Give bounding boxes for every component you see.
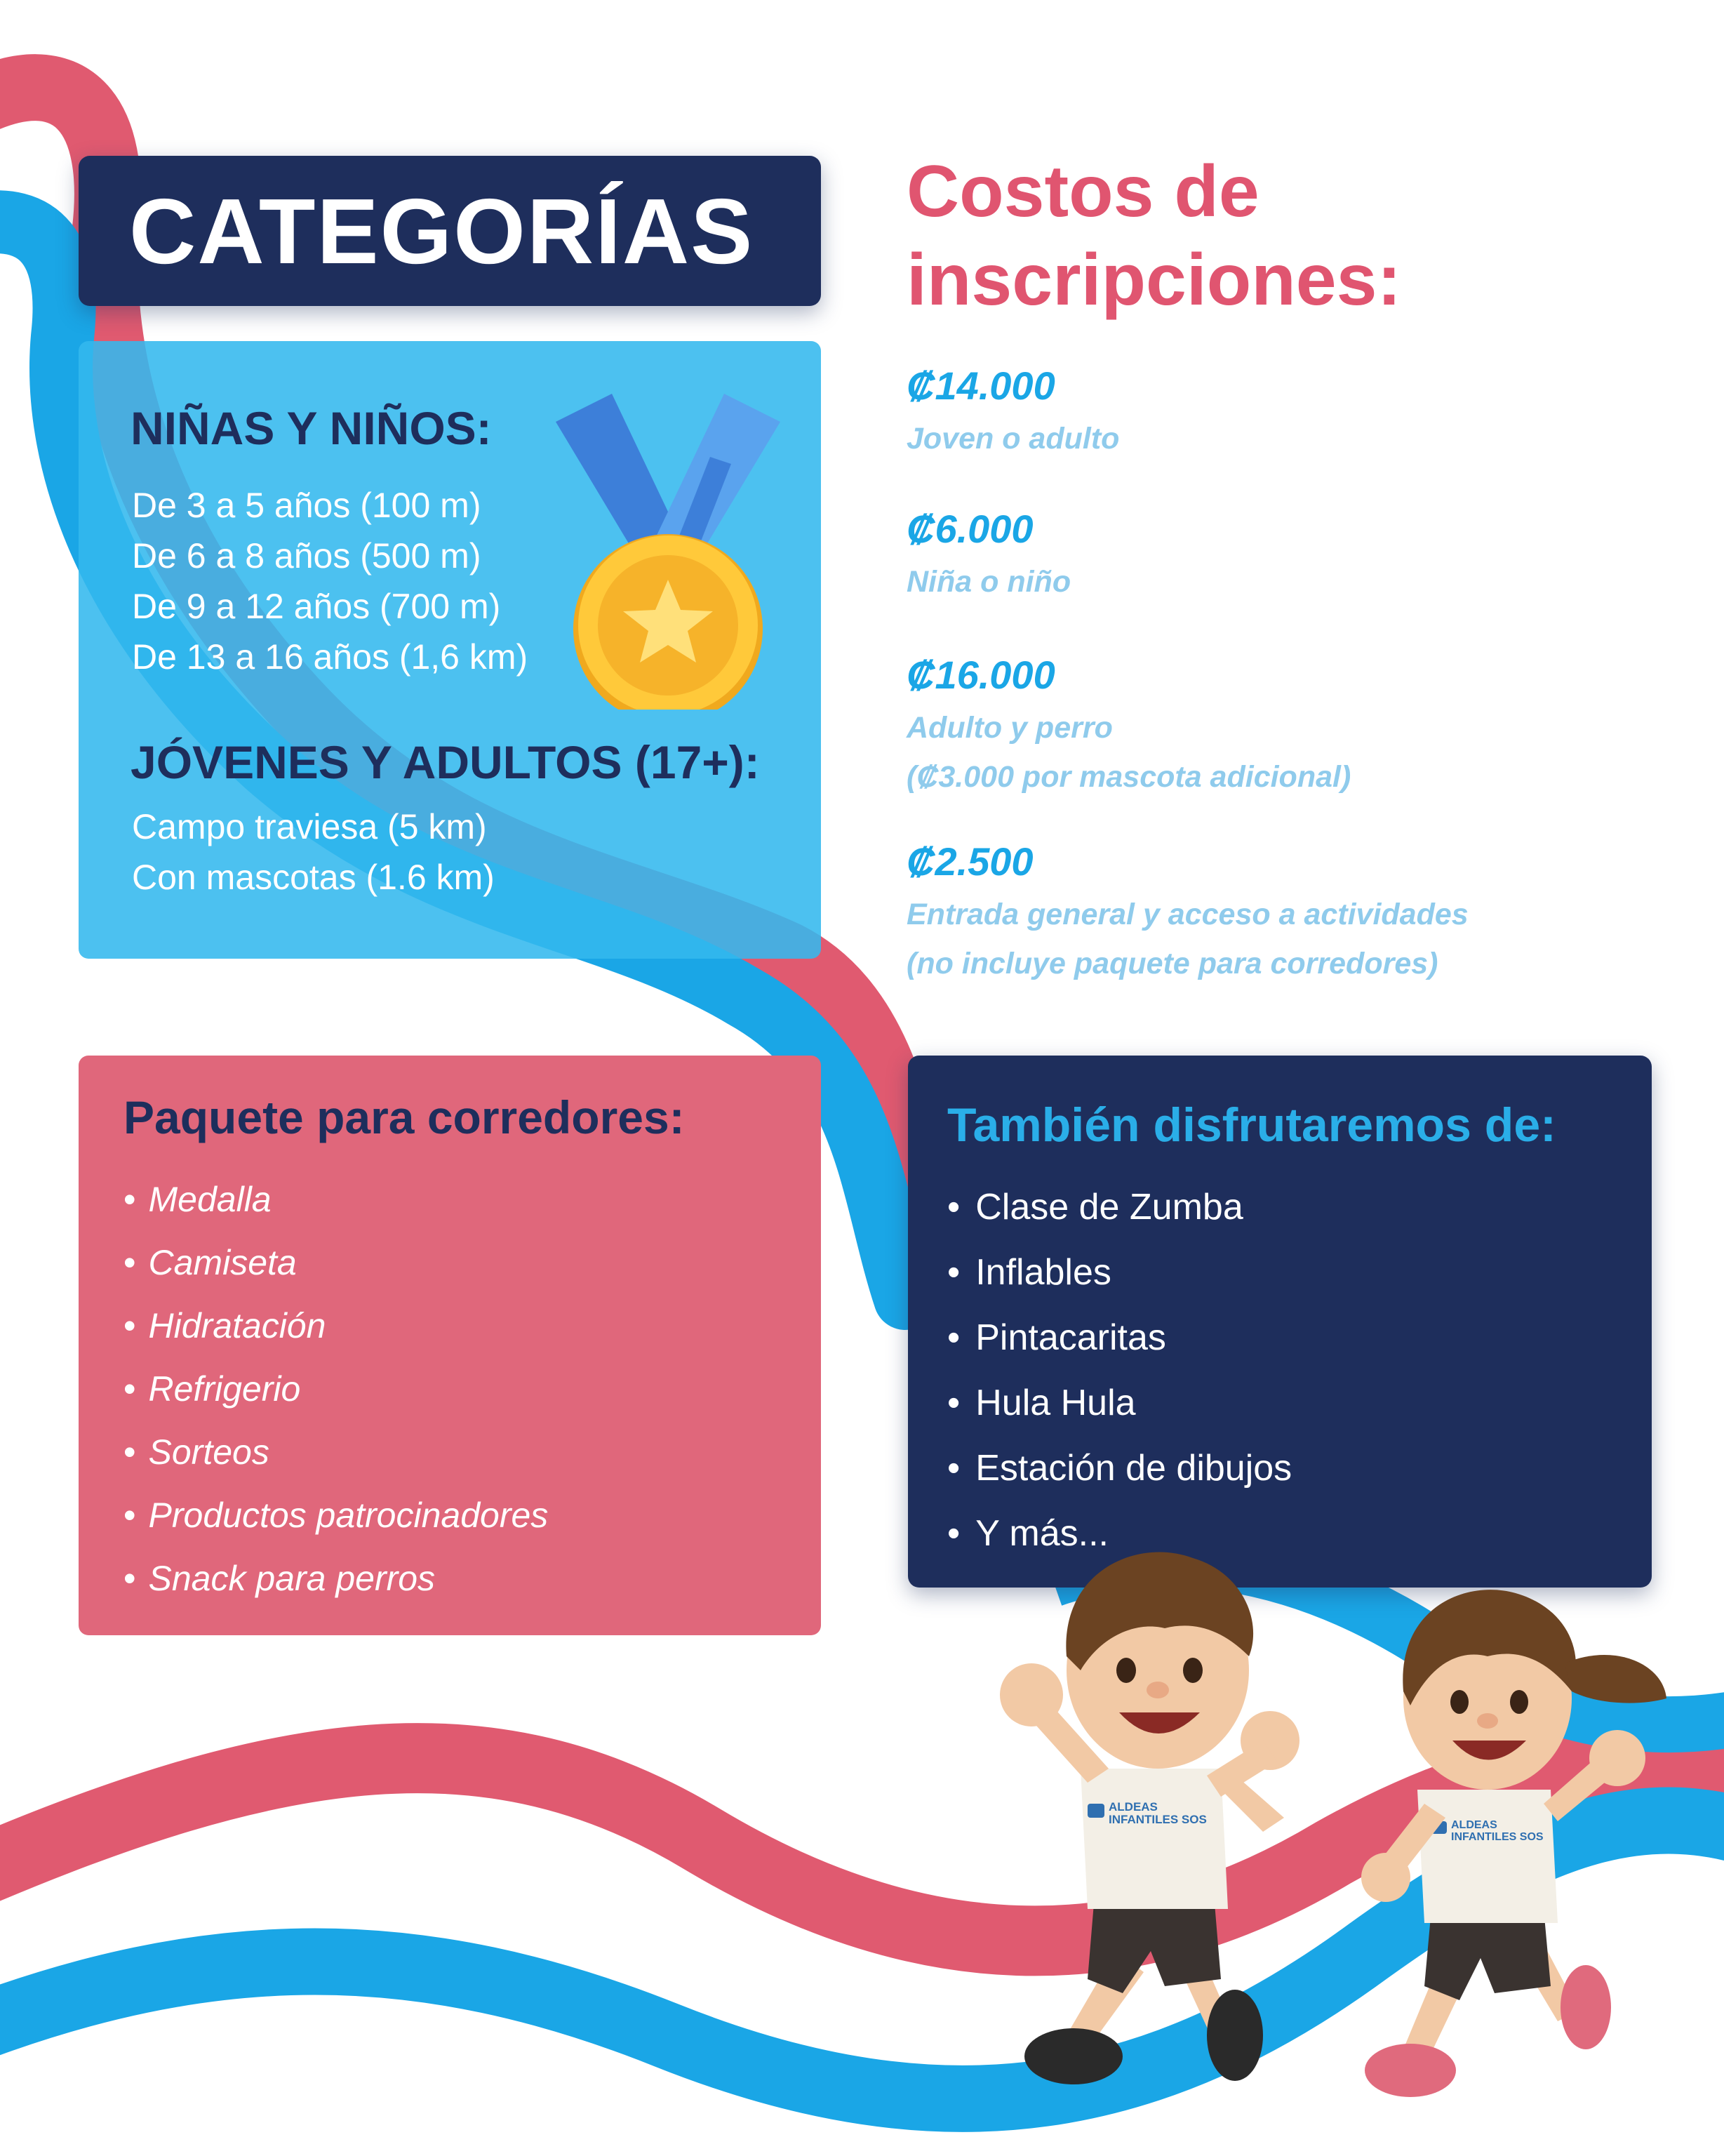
list-item: • Sorteos: [123, 1420, 548, 1484]
adults-group-title: JÓVENES Y ADULTOS (17+):: [131, 736, 760, 788]
list-item: • Medalla: [123, 1168, 548, 1231]
activities-title: También disfrutaremos de:: [947, 1098, 1556, 1152]
shirt-logo-line2: INFANTILES SOS: [1451, 1831, 1544, 1843]
shirt-logo-line2: INFANTILES SOS: [1109, 1813, 1207, 1826]
categories-title: CATEGORÍAS: [129, 179, 754, 283]
list-item: • Inflables: [947, 1240, 1292, 1305]
list-item: • Pintacaritas: [947, 1305, 1292, 1371]
list-item: • Snack para perros: [123, 1547, 548, 1610]
shirt-logo-icon: [1088, 1804, 1104, 1818]
kids-group-list: [132, 480, 528, 682]
cost-price: ₡6.000: [907, 507, 1034, 551]
cost-price: ₡2.500: [907, 839, 1034, 884]
costs-title-line1: Costos de: [907, 151, 1259, 232]
girl-figure: [1361, 1590, 1666, 2097]
boy-figure: [1000, 1552, 1299, 2084]
categories-header: [79, 156, 821, 306]
list-item: • Refrigerio: [123, 1357, 548, 1420]
kids-group-title: NIÑAS Y NIÑOS:: [131, 402, 492, 454]
cost-description: Adulto y perro: [907, 711, 1113, 745]
cost-description: Entrada general y acceso a actividades: [907, 898, 1469, 931]
list-item: De 9 a 12 años (700 m): [132, 587, 501, 626]
shirt-logo-line1: ALDEAS: [1109, 1800, 1158, 1814]
shirt-logo-line1: ALDEAS: [1451, 1819, 1497, 1831]
list-item: • Estación de dibujos: [947, 1436, 1292, 1501]
medal-icon: [535, 380, 801, 710]
list-item: Campo traviesa (5 km): [132, 807, 487, 846]
list-item: De 3 a 5 años (100 m): [132, 486, 481, 525]
list-item: • Hidratación: [123, 1294, 548, 1357]
cost-note: (₡3.000 por mascota adicional): [907, 760, 1351, 794]
runner-package-card: [79, 1056, 821, 1635]
list-item: • Clase de Zumba: [947, 1175, 1292, 1240]
list-item: • Productos patrocinadores: [123, 1484, 548, 1547]
runner-package-title: Paquete para corredores:: [123, 1091, 685, 1143]
list-item: • Hula Hula: [947, 1371, 1292, 1436]
adults-group-list: [132, 801, 495, 903]
list-item: Con mascotas (1.6 km): [132, 858, 495, 897]
categories-card: [79, 341, 821, 959]
running-kids-illustration: [982, 1502, 1698, 2148]
cost-price: ₡14.000: [907, 364, 1055, 408]
costs-title: [907, 147, 1678, 324]
runner-package-list: [123, 1168, 548, 1610]
cost-item: [907, 501, 1692, 606]
costs-title-line2: inscripciones:: [907, 239, 1402, 321]
cost-price: ₡16.000: [907, 653, 1055, 697]
list-item: De 6 a 8 años (500 m): [132, 536, 481, 575]
list-item: De 13 a 16 años (1,6 km): [132, 637, 528, 677]
list-item: • Y más...: [947, 1501, 1292, 1566]
cost-note: (no incluye paquete para corredores): [907, 947, 1438, 980]
list-item: • Camiseta: [123, 1231, 548, 1294]
cost-item: [907, 647, 1692, 801]
cost-description: Joven o adulto: [907, 422, 1120, 455]
cost-item: [907, 358, 1692, 463]
cost-description: Niña o niño: [907, 565, 1071, 599]
cost-item: [907, 834, 1692, 988]
